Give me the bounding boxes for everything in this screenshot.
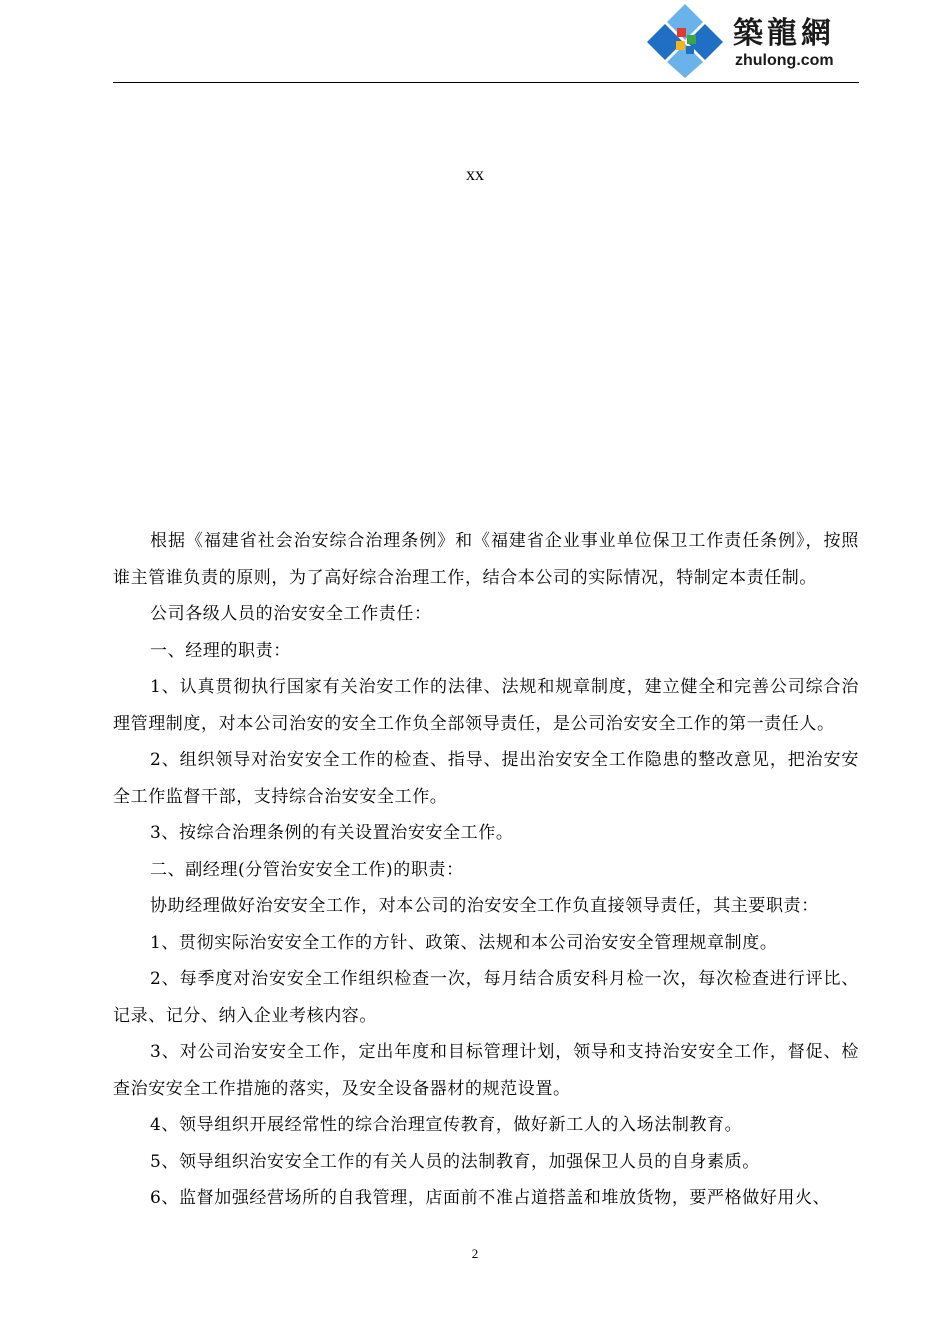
logo-domain-text: zhulong.com <box>735 52 834 69</box>
document-title: xx <box>466 164 484 184</box>
section-heading: 二、副经理(分管治安安全工作)的职责： <box>150 859 464 880</box>
paragraph: 1、认真贯彻执行国家有关治安工作的法律、法规和规章制度，建立健全和完善公司综合治理管理制度，对本公司治安的安全工作负全部领导责任，是公司治安安全工作的第一责任人。 <box>113 677 859 734</box>
header-divider <box>113 82 859 83</box>
zhulong-logo <box>643 2 863 78</box>
paragraph: 根据《福建省社会治安综合治理条例》和《福建省企业事业单位保卫工作责任条例》，按照谁主管谁负责的原则，为了高好综合治理工作，结合本公司的实际情况，特制定本责任制。 <box>113 531 859 588</box>
logo-chinese-text: 築龍網 <box>733 16 835 51</box>
paragraph: 协助经理做好治安安全工作，对本公司的治安安全工作负直接领导责任，其主要职责： <box>150 896 819 916</box>
paragraph: 6、监督加强经营场所的自我管理，店面前不准占道搭盖和堆放货物，要严格做好用火、 <box>150 1188 831 1208</box>
paragraph: 2、每季度对治安安全工作组织检查一次，每月结合质安科月检一次，每次检查进行评比、记录、记分、纳入企业考核内容。 <box>113 969 859 1026</box>
paragraph: 3、对公司治安安全工作，定出年度和目标管理计划，领导和支持治安安全工作，督促、检查治安安全工作措施的落实，及安全设备器材的规范设置。 <box>113 1042 859 1099</box>
document-body <box>113 523 859 1217</box>
page-number: 2 <box>471 1246 479 1261</box>
paragraph: 5、领导组织治安安全工作的有关人员的法制教育，加强保卫人员的自身素质。 <box>150 1151 760 1172</box>
zhulong-logo-mark-icon <box>643 2 727 78</box>
paragraph: 3、按综合治理条例的有关设置治安安全工作。 <box>150 823 514 843</box>
paragraph: 2、组织领导对治安安全工作的检查、指导、提出治安安全工作隐患的整改意见，把治安安全工作监督干部，支持综合治安安全工作。 <box>113 750 859 807</box>
paragraph: 公司各级人员的治安安全工作责任： <box>150 604 432 624</box>
paragraph: 1、贯彻实际治安安全工作的方针、政策、法规和本公司治安安全管理规章制度。 <box>150 932 778 953</box>
section-heading: 一、经理的职责： <box>150 640 291 661</box>
paragraph: 4、领导组织开展经常性的综合治理宣传教育，做好新工人的入场法制教育。 <box>150 1115 743 1135</box>
